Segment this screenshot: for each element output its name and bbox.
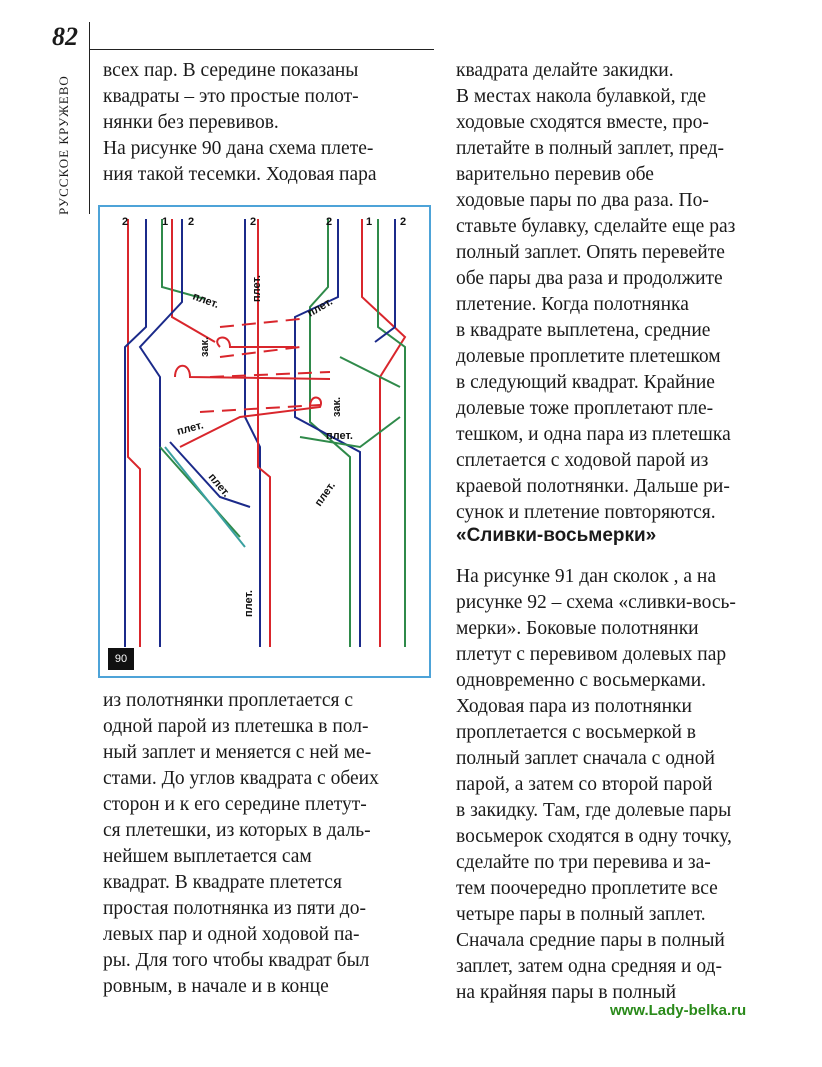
text-line: левых пар и одной ходовой па-: [103, 924, 360, 945]
text-line: одной парой из плетешка в пол-: [103, 716, 369, 737]
text-line: В местах накола булавкой, где: [456, 86, 707, 107]
thread-number: 2: [400, 216, 407, 228]
text-line: На рисунке 91 дан сколок , а на: [456, 566, 716, 587]
text-line: в закидку. Там, где долевые пары: [456, 800, 732, 821]
text-line: в следующий квадрат. Крайние: [456, 372, 715, 393]
text-line: ходовые пары по два раза. По-: [456, 190, 709, 211]
running-title: [56, 60, 82, 220]
right-column-top: [456, 58, 796, 526]
text-line: ровным, в начале и в конце: [103, 976, 329, 997]
thread-number: 2: [326, 216, 333, 228]
right-column-bottom: [456, 564, 796, 1006]
figure-90-diagram: [98, 205, 431, 678]
section-heading: «Сливки-восьмерки»: [456, 525, 657, 546]
diagram-label: плет.: [243, 590, 255, 617]
text-line: нейшем выплетается сам: [103, 846, 312, 867]
text-line: варительно перевив обе: [456, 164, 654, 185]
text-line: ставьте булавку, сделайте еще раз: [456, 216, 736, 237]
text-line: На рисунке 90 дана схема плете-: [103, 138, 374, 159]
text-line: плетут с перевивом долевых пар: [456, 644, 727, 665]
text-line: из полотнянки проплетается с: [103, 690, 354, 711]
running-title-text: РУССКОЕ КРУЖЕВО: [56, 75, 71, 215]
diagram-label: плет.: [312, 479, 338, 509]
text-line: четыре пары в полный заплет.: [456, 904, 706, 925]
text-line: парой, а затем со второй парой: [456, 774, 713, 795]
text-line: одновременно с восьмерками.: [456, 670, 707, 691]
text-line: ный заплет и меняется с ней ме-: [103, 742, 372, 763]
text-line: нянки без перевивов.: [103, 112, 279, 133]
text-line: ся плетешки, из которых в даль-: [103, 820, 371, 841]
text-line: плетение. Когда полотнянка: [456, 294, 689, 315]
text-line: заплет, затем одна средняя и од-: [456, 956, 722, 977]
text-line: краевой полотнянки. Дальше ри-: [456, 476, 730, 497]
diagram-label: зак.: [199, 336, 211, 357]
diagram-label: зак.: [331, 396, 343, 417]
footer-watermark-link[interactable]: www.Lady-belka.ru: [610, 1002, 747, 1019]
header-divider-horizontal: [89, 49, 434, 50]
text-line: ходовые сходятся вместе, про-: [456, 112, 709, 133]
text-line: проплетается с восьмеркой в: [456, 722, 696, 743]
text-line: полный заплет. Опять перевейте: [456, 242, 725, 263]
diagram-label: плет.: [205, 471, 233, 500]
text-line: в квадрате выплетена, средние: [456, 320, 711, 341]
text-line: всех пар. В середине показаны: [103, 60, 359, 81]
diagram-label: плет.: [251, 275, 263, 302]
text-line: рисунке 92 – схема «сливки-вось-: [456, 592, 736, 613]
text-line: Ходовая пара из полотнянки: [456, 696, 692, 717]
text-line: сунок и плетение повторяются.: [456, 502, 716, 523]
thread-number: 2: [250, 216, 257, 228]
text-line: восьмерок сходятся в одну точку,: [456, 826, 732, 847]
thread-number: 1: [162, 216, 169, 228]
figure-number-badge: 90: [108, 648, 134, 670]
diagram-label: плет.: [190, 290, 221, 312]
text-line: сторон и к его середине плетут-: [103, 794, 367, 815]
thread-number: 2: [122, 216, 129, 228]
text-line: полный заплет сначала с одной: [456, 748, 715, 769]
text-line: Сначала средние пары в полный: [456, 930, 725, 951]
diagram-label: плет.: [305, 295, 335, 320]
diagram-label: плет.: [175, 419, 205, 438]
text-line: сделайте по три перевива и за-: [456, 852, 711, 873]
page-number: 82: [52, 22, 78, 51]
text-line: обе пары два раза и продолжите: [456, 268, 723, 289]
text-line: квадраты – это простые полот-: [103, 86, 359, 107]
text-line: простая полотнянка из пяти до-: [103, 898, 366, 919]
text-line: ния такой тесемки. Ходовая пара: [103, 164, 377, 185]
lace-scheme-svg: [100, 207, 429, 676]
text-line: квадрат. В квадрате плетется: [103, 872, 342, 893]
header-divider-vertical: [89, 22, 90, 214]
text-line: сплетается с ходовой парой из: [456, 450, 709, 471]
thread-number: 1: [366, 216, 373, 228]
diagram-label: плет.: [326, 430, 353, 442]
text-line: долевые тоже проплетают пле-: [456, 398, 714, 419]
text-line: плетайте в полный заплет, пред-: [456, 138, 725, 159]
text-line: на крайняя пары в полный: [456, 982, 677, 1003]
text-line: долевые проплетите плетешком: [456, 346, 721, 367]
left-column-top: [103, 58, 438, 188]
thread-number: 2: [188, 216, 195, 228]
text-line: тешком, и одна пара из плетешка: [456, 424, 731, 445]
text-line: квадрата делайте закидки.: [456, 60, 674, 81]
left-column-bottom: [103, 688, 438, 1000]
text-line: мерки». Боковые полотнянки: [456, 618, 699, 639]
text-line: тем поочередно проплетите все: [456, 878, 718, 899]
text-line: ры. Для того чтобы квадрат был: [103, 950, 370, 971]
text-line: стами. До углов квадрата с обеих: [103, 768, 379, 789]
